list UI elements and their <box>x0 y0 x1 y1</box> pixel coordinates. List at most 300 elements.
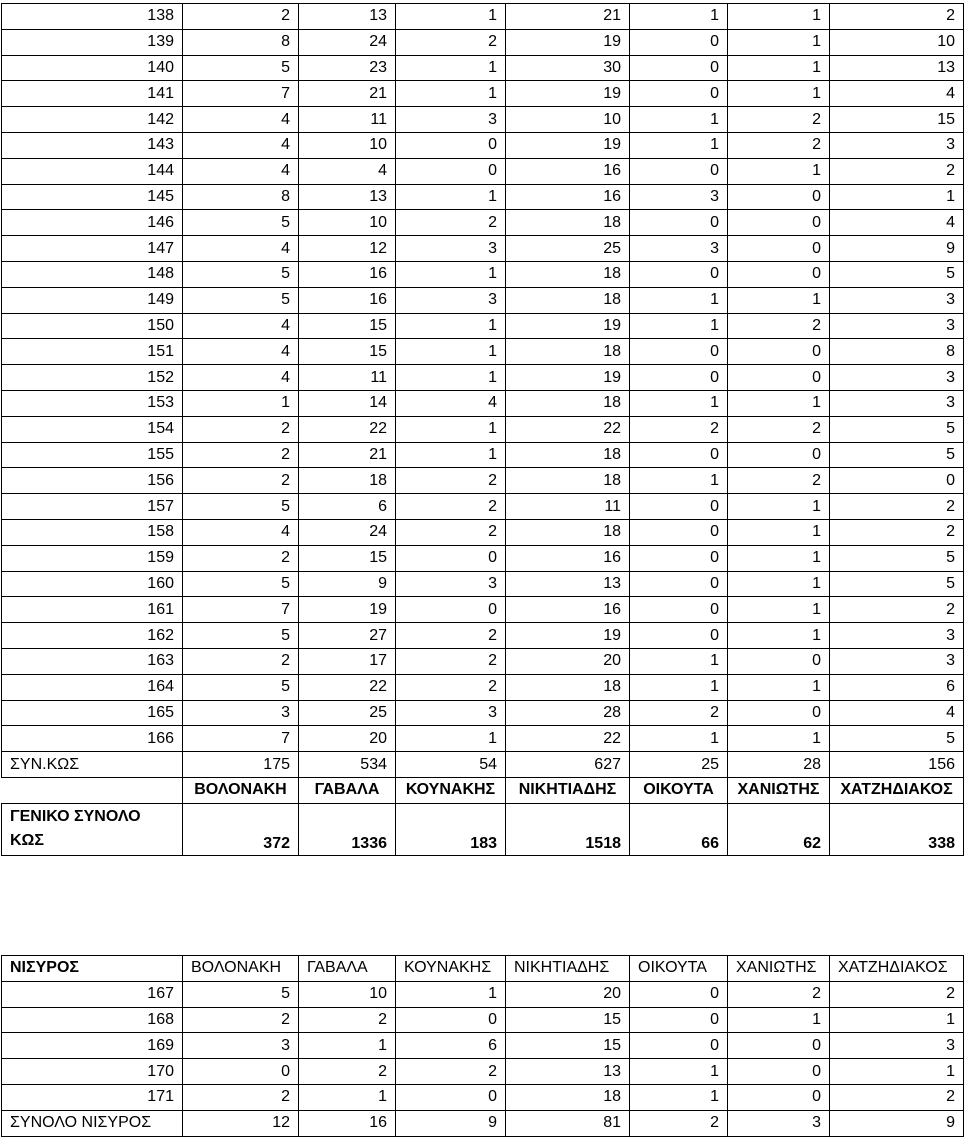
vote-count-cell: 25 <box>506 236 630 262</box>
vote-count-cell: 0 <box>630 545 728 571</box>
station-number-cell: 144 <box>2 158 183 184</box>
vote-count-cell: 4 <box>183 313 299 339</box>
table-row <box>2 236 964 262</box>
vote-count-cell: 1 <box>728 29 830 55</box>
nisyros-header-row <box>2 956 964 982</box>
vote-count-cell: 1 <box>396 442 506 468</box>
vote-count-cell: 1 <box>299 1084 396 1110</box>
vote-count-cell: 1 <box>630 287 728 313</box>
table-row <box>2 339 964 365</box>
vote-count-cell: 3 <box>830 365 964 391</box>
station-number-cell: 155 <box>2 442 183 468</box>
table-row <box>2 365 964 391</box>
station-number-cell: 151 <box>2 339 183 365</box>
vote-count-cell: 4 <box>183 236 299 262</box>
candidate-header: ΝΙΚΗΤΙΑΔΗΣ <box>506 777 630 803</box>
vote-count-cell: 0 <box>728 1059 830 1085</box>
vote-count-cell: 3 <box>830 313 964 339</box>
vote-count-cell: 1 <box>630 132 728 158</box>
table-row <box>2 981 964 1007</box>
vote-count-cell: 18 <box>506 210 630 236</box>
vote-count-cell: 24 <box>299 29 396 55</box>
vote-count-cell: 0 <box>728 261 830 287</box>
table-row <box>2 107 964 133</box>
subtotal-value: 2 <box>630 1110 728 1136</box>
vote-count-cell: 3 <box>830 132 964 158</box>
station-number-cell: 140 <box>2 55 183 81</box>
station-number-cell: 159 <box>2 545 183 571</box>
subtotal-value: 534 <box>299 752 396 778</box>
nisyros-results-table <box>1 955 964 1137</box>
vote-count-cell: 2 <box>396 29 506 55</box>
vote-count-cell: 2 <box>183 648 299 674</box>
vote-count-cell: 5 <box>830 416 964 442</box>
station-number-cell: 150 <box>2 313 183 339</box>
vote-count-cell: 5 <box>183 981 299 1007</box>
candidate-header: ΧΑΝΙΩΤΗΣ <box>728 777 830 803</box>
table-row <box>2 1007 964 1033</box>
vote-count-cell: 0 <box>728 365 830 391</box>
table-row <box>2 700 964 726</box>
vote-count-cell: 18 <box>506 674 630 700</box>
vote-count-cell: 1 <box>728 390 830 416</box>
vote-count-cell: 2 <box>183 4 299 30</box>
vote-count-cell: 22 <box>506 726 630 752</box>
vote-count-cell: 3 <box>396 287 506 313</box>
vote-count-cell: 10 <box>830 29 964 55</box>
vote-count-cell: 19 <box>506 365 630 391</box>
vote-count-cell: 1 <box>630 1059 728 1085</box>
table-row <box>2 4 964 30</box>
vote-count-cell: 19 <box>506 29 630 55</box>
table-row <box>2 468 964 494</box>
vote-count-cell: 15 <box>299 313 396 339</box>
vote-count-cell: 2 <box>830 1084 964 1110</box>
table-row <box>2 29 964 55</box>
nisyros-title: ΝΙΣΥΡΟΣ <box>2 956 183 982</box>
table-row <box>2 623 964 649</box>
subtotal-label: ΣΥΝ.ΚΩΣ <box>2 752 183 778</box>
station-number-cell: 149 <box>2 287 183 313</box>
grand-total-value: 183 <box>396 803 506 855</box>
candidate-header: ΟΙΚΟΥΤΑ <box>630 777 728 803</box>
table-row <box>2 442 964 468</box>
vote-count-cell: 1 <box>830 184 964 210</box>
grand-total-value: 338 <box>830 803 964 855</box>
vote-count-cell: 2 <box>830 597 964 623</box>
vote-count-cell: 4 <box>830 700 964 726</box>
vote-count-cell: 0 <box>728 1084 830 1110</box>
station-number-cell: 145 <box>2 184 183 210</box>
vote-count-cell: 5 <box>183 571 299 597</box>
vote-count-cell: 2 <box>396 648 506 674</box>
vote-count-cell: 2 <box>299 1059 396 1085</box>
station-number-cell: 161 <box>2 597 183 623</box>
vote-count-cell: 13 <box>830 55 964 81</box>
vote-count-cell: 2 <box>183 468 299 494</box>
vote-count-cell: 1 <box>630 468 728 494</box>
vote-count-cell: 16 <box>299 287 396 313</box>
vote-count-cell: 3 <box>396 571 506 597</box>
vote-count-cell: 6 <box>830 674 964 700</box>
vote-count-cell: 1 <box>830 1059 964 1085</box>
vote-count-cell: 20 <box>506 648 630 674</box>
vote-count-cell: 7 <box>183 726 299 752</box>
vote-count-cell: 2 <box>396 494 506 520</box>
subtotal-value: 9 <box>396 1110 506 1136</box>
vote-count-cell: 0 <box>630 158 728 184</box>
vote-count-cell: 21 <box>506 4 630 30</box>
vote-count-cell: 2 <box>396 468 506 494</box>
vote-count-cell: 0 <box>630 623 728 649</box>
vote-count-cell: 5 <box>830 442 964 468</box>
vote-count-cell: 1 <box>396 365 506 391</box>
vote-count-cell: 0 <box>630 81 728 107</box>
station-number-cell: 148 <box>2 261 183 287</box>
candidate-header: ΚΟΥΝΑΚΗΣ <box>396 777 506 803</box>
table-row <box>2 81 964 107</box>
vote-count-cell: 21 <box>299 81 396 107</box>
vote-count-cell: 9 <box>830 236 964 262</box>
vote-count-cell: 8 <box>183 184 299 210</box>
vote-count-cell: 3 <box>396 236 506 262</box>
vote-count-cell: 1 <box>630 390 728 416</box>
candidate-header: ΧΑΤΖΗΔΙΑΚΟΣ <box>830 777 964 803</box>
station-number-cell: 160 <box>2 571 183 597</box>
table-row <box>2 313 964 339</box>
vote-count-cell: 2 <box>630 700 728 726</box>
vote-count-cell: 15 <box>299 339 396 365</box>
table-row <box>2 597 964 623</box>
vote-count-cell: 14 <box>299 390 396 416</box>
vote-count-cell: 0 <box>630 55 728 81</box>
vote-count-cell: 0 <box>630 442 728 468</box>
station-number-cell: 153 <box>2 390 183 416</box>
table-row <box>2 261 964 287</box>
vote-count-cell: 3 <box>830 287 964 313</box>
station-number-cell: 168 <box>2 1007 183 1033</box>
vote-count-cell: 1 <box>299 1033 396 1059</box>
vote-count-cell: 1 <box>728 726 830 752</box>
vote-count-cell: 0 <box>630 29 728 55</box>
vote-count-cell: 1 <box>396 313 506 339</box>
station-number-cell: 142 <box>2 107 183 133</box>
vote-count-cell: 0 <box>728 700 830 726</box>
vote-count-cell: 1 <box>630 726 728 752</box>
candidate-header: ΟΙΚΟΥΤΑ <box>630 956 728 982</box>
subtotal-value: 627 <box>506 752 630 778</box>
vote-count-cell: 0 <box>396 1084 506 1110</box>
vote-count-cell: 1 <box>728 519 830 545</box>
vote-count-cell: 1 <box>728 55 830 81</box>
vote-count-cell: 19 <box>506 313 630 339</box>
vote-count-cell: 6 <box>396 1033 506 1059</box>
vote-count-cell: 1 <box>396 81 506 107</box>
vote-count-cell: 3 <box>830 1033 964 1059</box>
table-row <box>2 390 964 416</box>
subtotal-value: 175 <box>183 752 299 778</box>
vote-count-cell: 5 <box>830 545 964 571</box>
vote-count-cell: 28 <box>506 700 630 726</box>
subtotal-value: 12 <box>183 1110 299 1136</box>
vote-count-cell: 0 <box>396 132 506 158</box>
table-row <box>2 571 964 597</box>
vote-count-cell: 10 <box>299 981 396 1007</box>
vote-count-cell: 18 <box>506 339 630 365</box>
vote-count-cell: 1 <box>630 648 728 674</box>
vote-count-cell: 3 <box>830 623 964 649</box>
kos-subtotal-row <box>2 752 964 778</box>
vote-count-cell: 5 <box>183 261 299 287</box>
subtotal-value: 25 <box>630 752 728 778</box>
vote-count-cell: 19 <box>299 597 396 623</box>
vote-count-cell: 8 <box>183 29 299 55</box>
vote-count-cell: 3 <box>630 184 728 210</box>
vote-count-cell: 16 <box>506 158 630 184</box>
vote-count-cell: 2 <box>183 1007 299 1033</box>
table-row <box>2 545 964 571</box>
vote-count-cell: 11 <box>299 107 396 133</box>
vote-count-cell: 22 <box>299 416 396 442</box>
vote-count-cell: 7 <box>183 81 299 107</box>
vote-count-cell: 4 <box>299 158 396 184</box>
station-number-cell: 163 <box>2 648 183 674</box>
grand-total-value: 62 <box>728 803 830 855</box>
station-number-cell: 162 <box>2 623 183 649</box>
vote-count-cell: 5 <box>183 494 299 520</box>
kos-results-table <box>1 3 964 856</box>
vote-count-cell: 1 <box>630 4 728 30</box>
station-number-cell: 171 <box>2 1084 183 1110</box>
grand-total-row <box>2 803 964 855</box>
vote-count-cell: 13 <box>506 1059 630 1085</box>
vote-count-cell: 0 <box>728 184 830 210</box>
vote-count-cell: 5 <box>830 571 964 597</box>
table-row <box>2 1059 964 1085</box>
subtotal-value: 81 <box>506 1110 630 1136</box>
vote-count-cell: 0 <box>630 519 728 545</box>
vote-count-cell: 2 <box>183 545 299 571</box>
vote-count-cell: 5 <box>830 726 964 752</box>
vote-count-cell: 5 <box>183 287 299 313</box>
table-row <box>2 726 964 752</box>
vote-count-cell: 9 <box>299 571 396 597</box>
vote-count-cell: 0 <box>630 261 728 287</box>
vote-count-cell: 4 <box>183 132 299 158</box>
vote-count-cell: 22 <box>299 674 396 700</box>
vote-count-cell: 1 <box>630 313 728 339</box>
table-row <box>2 1033 964 1059</box>
vote-count-cell: 0 <box>728 442 830 468</box>
vote-count-cell: 13 <box>299 184 396 210</box>
subtotal-value: 54 <box>396 752 506 778</box>
vote-count-cell: 19 <box>506 132 630 158</box>
vote-count-cell: 1 <box>396 55 506 81</box>
vote-count-cell: 2 <box>396 210 506 236</box>
table-row <box>2 1084 964 1110</box>
table-row <box>2 519 964 545</box>
vote-count-cell: 2 <box>830 981 964 1007</box>
grand-total-label-line2: ΚΩΣ <box>10 831 44 849</box>
station-number-cell: 164 <box>2 674 183 700</box>
vote-count-cell: 3 <box>396 107 506 133</box>
vote-count-cell: 1 <box>728 158 830 184</box>
vote-count-cell: 15 <box>830 107 964 133</box>
vote-count-cell: 4 <box>183 519 299 545</box>
vote-count-cell: 2 <box>728 313 830 339</box>
vote-count-cell: 2 <box>183 1084 299 1110</box>
vote-count-cell: 3 <box>183 700 299 726</box>
vote-count-cell: 7 <box>183 597 299 623</box>
station-number-cell: 141 <box>2 81 183 107</box>
vote-count-cell: 0 <box>630 571 728 597</box>
vote-count-cell: 15 <box>506 1007 630 1033</box>
station-number-cell: 138 <box>2 4 183 30</box>
vote-count-cell: 15 <box>506 1033 630 1059</box>
vote-count-cell: 0 <box>728 339 830 365</box>
nisyros-subtotal-row <box>2 1110 964 1136</box>
station-number-cell: 167 <box>2 981 183 1007</box>
station-number-cell: 166 <box>2 726 183 752</box>
subtotal-value: 3 <box>728 1110 830 1136</box>
vote-count-cell: 15 <box>299 545 396 571</box>
vote-count-cell: 2 <box>728 981 830 1007</box>
vote-count-cell: 2 <box>396 674 506 700</box>
candidate-header: ΧΑΤΖΗΔΙΑΚΟΣ <box>830 956 964 982</box>
vote-count-cell: 19 <box>506 81 630 107</box>
table-row <box>2 674 964 700</box>
vote-count-cell: 1 <box>183 390 299 416</box>
candidate-header: ΒΟΛΟΝΑΚΗ <box>183 956 299 982</box>
vote-count-cell: 2 <box>396 623 506 649</box>
vote-count-cell: 19 <box>506 623 630 649</box>
vote-count-cell: 0 <box>728 236 830 262</box>
vote-count-cell: 12 <box>299 236 396 262</box>
vote-count-cell: 0 <box>630 339 728 365</box>
vote-count-cell: 1 <box>396 416 506 442</box>
candidate-header-row <box>2 777 964 803</box>
vote-count-cell: 11 <box>506 494 630 520</box>
vote-count-cell: 0 <box>728 210 830 236</box>
vote-count-cell: 1 <box>396 981 506 1007</box>
vote-count-cell: 11 <box>299 365 396 391</box>
vote-count-cell: 1 <box>728 494 830 520</box>
station-number-cell: 169 <box>2 1033 183 1059</box>
vote-count-cell: 2 <box>830 519 964 545</box>
vote-count-cell: 18 <box>506 1084 630 1110</box>
vote-count-cell: 1 <box>830 1007 964 1033</box>
vote-count-cell: 20 <box>299 726 396 752</box>
vote-count-cell: 2 <box>830 494 964 520</box>
subtotal-value: 9 <box>830 1110 964 1136</box>
vote-count-cell: 2 <box>396 1059 506 1085</box>
vote-count-cell: 4 <box>183 365 299 391</box>
vote-count-cell: 2 <box>728 107 830 133</box>
vote-count-cell: 1 <box>728 571 830 597</box>
vote-count-cell: 5 <box>183 674 299 700</box>
vote-count-cell: 18 <box>299 468 396 494</box>
vote-count-cell: 23 <box>299 55 396 81</box>
vote-count-cell: 13 <box>506 571 630 597</box>
vote-count-cell: 2 <box>830 4 964 30</box>
vote-count-cell: 0 <box>630 981 728 1007</box>
vote-count-cell: 17 <box>299 648 396 674</box>
vote-count-cell: 2 <box>183 442 299 468</box>
vote-count-cell: 1 <box>728 597 830 623</box>
grand-total-value: 1518 <box>506 803 630 855</box>
vote-count-cell: 4 <box>396 390 506 416</box>
vote-count-cell: 18 <box>506 519 630 545</box>
vote-count-cell: 1 <box>728 674 830 700</box>
vote-count-cell: 3 <box>630 236 728 262</box>
vote-count-cell: 0 <box>396 158 506 184</box>
vote-count-cell: 0 <box>630 1007 728 1033</box>
vote-count-cell: 2 <box>183 416 299 442</box>
subtotal-value: 28 <box>728 752 830 778</box>
grand-total-value: 1336 <box>299 803 396 855</box>
vote-count-cell: 16 <box>506 184 630 210</box>
vote-count-cell: 0 <box>630 210 728 236</box>
station-number-cell: 156 <box>2 468 183 494</box>
candidate-header: ΓΑΒΑΛΑ <box>299 956 396 982</box>
vote-count-cell: 2 <box>396 519 506 545</box>
vote-count-cell: 21 <box>299 442 396 468</box>
table-row <box>2 184 964 210</box>
candidate-header: ΧΑΝΙΩΤΗΣ <box>728 956 830 982</box>
station-number-cell: 152 <box>2 365 183 391</box>
subtotal-label: ΣΥΝΟΛΟ ΝΙΣΥΡΟΣ <box>2 1110 183 1136</box>
vote-count-cell: 0 <box>630 365 728 391</box>
vote-count-cell: 8 <box>830 339 964 365</box>
candidate-header: ΝΙΚΗΤΙΑΔΗΣ <box>506 956 630 982</box>
vote-count-cell: 5 <box>183 55 299 81</box>
vote-count-cell: 4 <box>830 210 964 236</box>
vote-count-cell: 10 <box>299 132 396 158</box>
vote-count-cell: 0 <box>396 597 506 623</box>
vote-count-cell: 1 <box>396 261 506 287</box>
vote-count-cell: 4 <box>183 107 299 133</box>
station-number-cell: 143 <box>2 132 183 158</box>
station-number-cell: 154 <box>2 416 183 442</box>
vote-count-cell: 5 <box>183 623 299 649</box>
grand-total-label-line1: ΓΕΝΙΚΟ ΣΥΝΟΛΟ <box>10 807 141 825</box>
vote-count-cell: 1 <box>630 1084 728 1110</box>
vote-count-cell: 25 <box>299 700 396 726</box>
vote-count-cell: 0 <box>728 648 830 674</box>
vote-count-cell: 18 <box>506 468 630 494</box>
vote-count-cell: 1 <box>728 545 830 571</box>
vote-count-cell: 2 <box>728 132 830 158</box>
vote-count-cell: 2 <box>299 1007 396 1033</box>
vote-count-cell: 5 <box>830 261 964 287</box>
table-row <box>2 55 964 81</box>
vote-count-cell: 18 <box>506 261 630 287</box>
vote-count-cell: 30 <box>506 55 630 81</box>
vote-count-cell: 2 <box>630 416 728 442</box>
table-row <box>2 158 964 184</box>
subtotal-value: 156 <box>830 752 964 778</box>
vote-count-cell: 22 <box>506 416 630 442</box>
candidate-header: ΒΟΛΟΝΑΚΗ <box>183 777 299 803</box>
station-number-cell: 165 <box>2 700 183 726</box>
vote-count-cell: 4 <box>183 158 299 184</box>
vote-count-cell: 0 <box>830 468 964 494</box>
vote-count-cell: 1 <box>396 339 506 365</box>
station-number-cell: 170 <box>2 1059 183 1085</box>
station-number-cell: 146 <box>2 210 183 236</box>
station-number-cell: 157 <box>2 494 183 520</box>
vote-count-cell: 3 <box>830 648 964 674</box>
